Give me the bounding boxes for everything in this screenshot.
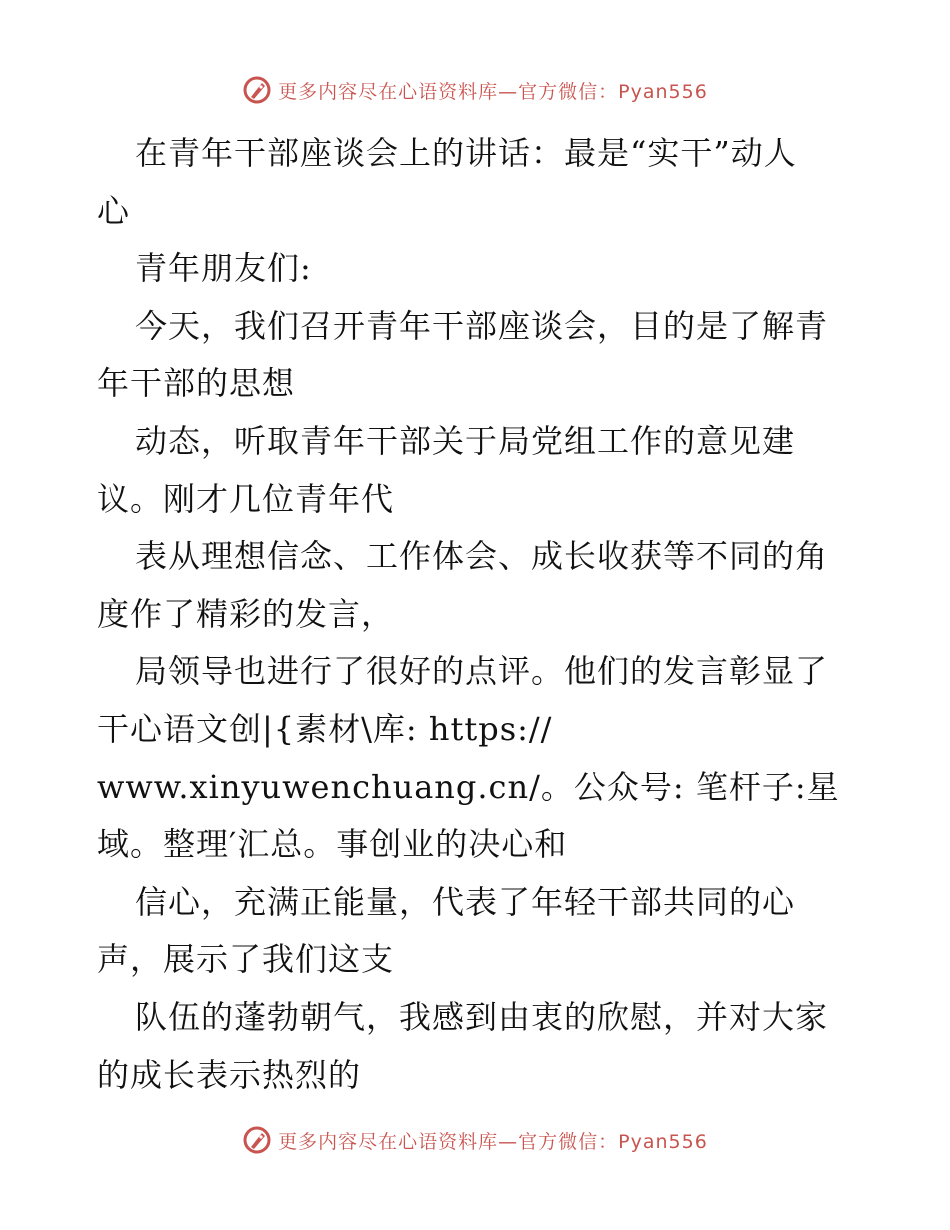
footer-banner-text: 更多内容尽在心语资料库—官方微信：Pyan556: [278, 1130, 708, 1153]
doc-line: 域。整理′汇总。事创业的决心和: [97, 825, 568, 864]
doc-line: 今天，我们召开青年干部座谈会，目的是了解青: [135, 306, 829, 345]
header-banner: [0, 70, 950, 110]
document-body: [97, 125, 857, 1104]
header-banner-text: 更多内容尽在心语资料库—官方微信：Pyan556: [278, 80, 708, 103]
pen-nib-logo-icon: [242, 75, 272, 105]
doc-line: 心: [97, 191, 131, 230]
doc-line: 动态，听取青年干部关于局党组工作的意见建: [135, 421, 796, 460]
doc-line: 青年朋友们:: [135, 249, 312, 288]
doc-line: 议。刚才几位青年代: [97, 479, 395, 518]
pen-nib-logo-icon: [242, 1125, 272, 1155]
doc-line: www.xinyuwenchuang.cn/。公众号: 笔杆子:星: [97, 767, 840, 806]
doc-line: 干心语文创|{素材\库: https://: [97, 709, 553, 748]
doc-line: 表从理想信念、工作体会、成长收获等不同的角: [135, 537, 829, 576]
footer-banner: [0, 1120, 950, 1160]
doc-line: 局领导也进行了很好的点评。他们的发言彰显了: [135, 652, 829, 691]
doc-line: 的成长表示热烈的: [97, 1055, 362, 1094]
doc-line: 度作了精彩的发言，: [97, 594, 395, 633]
doc-line: 年干部的思想: [97, 364, 296, 403]
doc-line: 声，展示了我们这支: [97, 940, 395, 979]
doc-line: 信心，充满正能量，代表了年轻干部共同的心: [135, 882, 796, 921]
doc-line: 队伍的蓬勃朝气，我感到由衷的欣慰，并对大家: [135, 997, 829, 1036]
doc-line: 在青年干部座谈会上的讲话：最是“实干”动人: [135, 134, 797, 172]
